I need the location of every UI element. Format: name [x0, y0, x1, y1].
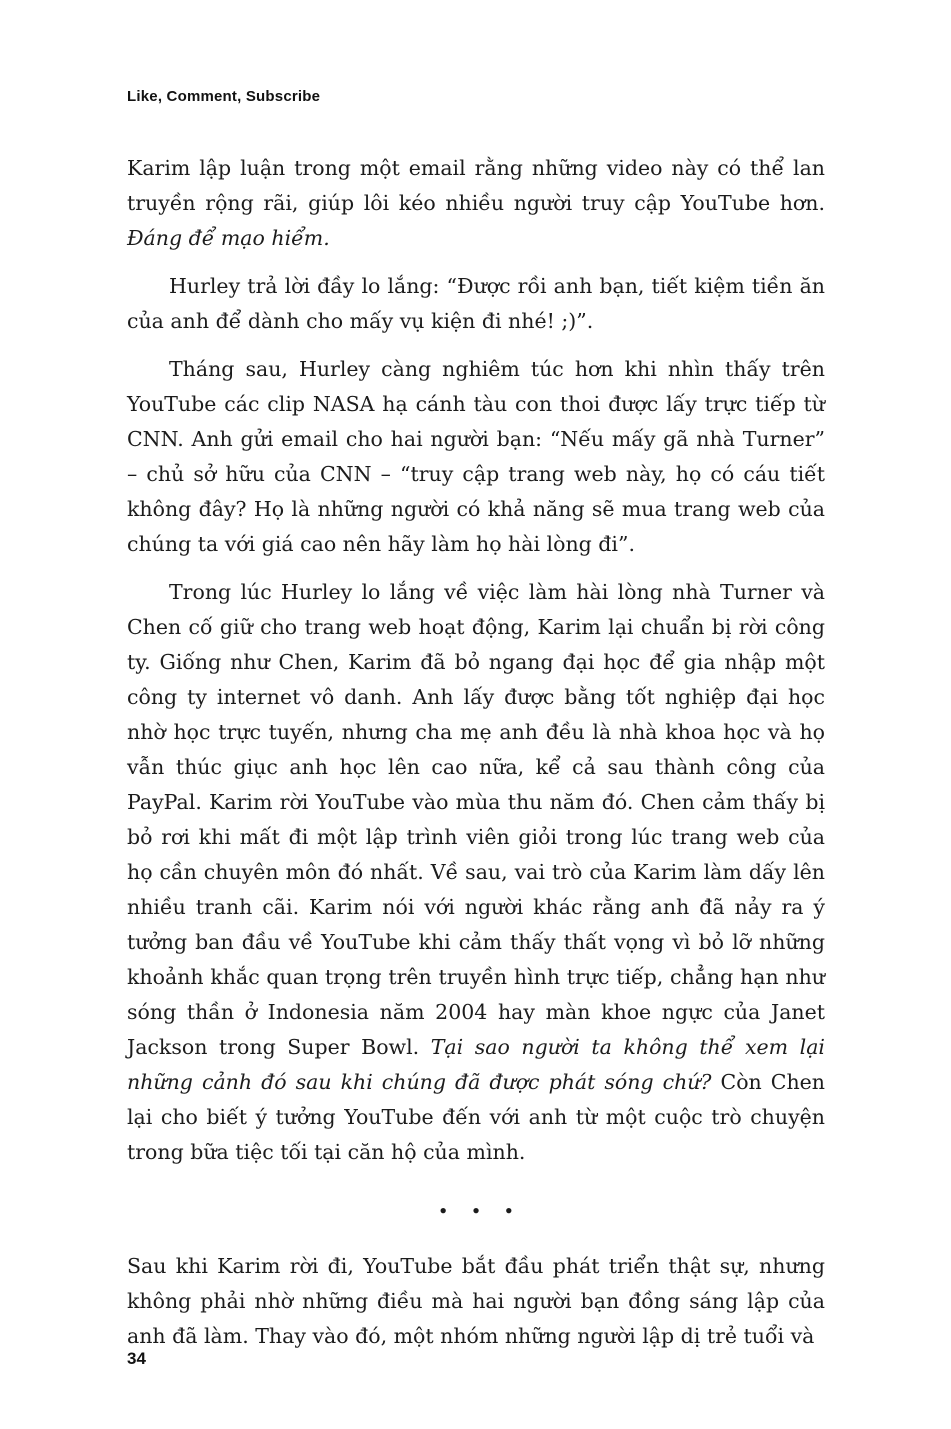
- paragraph-text-italic: Tại sao người ta không thể xem lại những cảnh đó sau khi chúng đã được phát sóng chứ?: [127, 1035, 825, 1094]
- paragraph: [127, 575, 825, 1170]
- paragraph-text: Còn Chen lại cho biết ý tưởng YouTube đến với anh từ một cuộc trò chuyện trong bữa tiệc tối tại căn hộ của mình.: [127, 1070, 825, 1164]
- section-separator: • • •: [438, 1202, 523, 1220]
- running-header: Like, Comment, Subscribe: [127, 88, 321, 105]
- page-number: 34: [127, 1349, 146, 1368]
- paragraph: [127, 151, 825, 256]
- paragraph: Hurley trả lời đầy lo lắng: “Được rồi anh bạn, tiết kiệm tiền ăn của anh để dành cho mấy vụ kiện đi nhé! ;)”.: [127, 274, 825, 333]
- paragraph-text-italic: Đáng để mạo hiểm.: [127, 226, 330, 250]
- paragraph-text: Karim lập luận trong một email rằng những video này có thể lan truyền rộng rãi, giúp lôi kéo nhiều người truy cập YouTube hơn.: [127, 156, 825, 215]
- paragraph-text: Trong lúc Hurley lo lắng về việc làm hài lòng nhà Turner và Chen cố giữ cho trang web hoạt động, Karim lại chuẩn bị rời công ty. Giống như Chen, Karim đã bỏ ngang đại học để gia nhập một công ty internet vô danh. Anh lấy được bằng tốt nghiệp đại học nhờ học trực tuyến, nhưng cha mẹ anh đều là nhà khoa học và họ vẫn thúc giục anh học lên cao nữa, kể cả sau thành công của PayPal. Karim rời YouTube vào mùa thu năm đó. Chen cảm thấy bị bỏ rơi khi mất đi một lập trình viên giỏi trong lúc trang web của họ cần chuyên môn đó nhất. Về sau, vai trò của Karim làm dấy lên nhiều tranh cãi. Karim nói với người khác rằng anh đã nảy ra ý tưởng ban đầu về YouTube khi cảm thấy thất vọng vì bỏ lỡ những khoảnh khắc quan trọng trên truyền hình trực tiếp, chẳng hạn như sóng thần ở Indonesia năm 2004 hay màn khoe ngực của Janet Jackson trong Super Bowl.: [127, 580, 825, 1059]
- body-text: [127, 151, 825, 1354]
- paragraph: Tháng sau, Hurley càng nghiêm túc hơn khi nhìn thấy trên YouTube các clip NASA hạ cánh tàu con thoi được lấy trực tiếp từ CNN. Anh gửi email cho hai người bạn: “Nếu mấy gã nhà Turner” – chủ sở hữu của CNN – “truy cập trang web này, họ có cáu tiết không đây? Họ là những người có khả năng sẽ mua trang web của chúng ta với giá cao nên hãy làm họ hài lòng đi”.: [127, 357, 825, 556]
- paragraph: Sau khi Karim rời đi, YouTube bắt đầu phát triển thật sự, nhưng không phải nhờ những điều mà hai người bạn đồng sáng lập của anh đã làm. Thay vào đó, một nhóm những người lập dị trẻ tuổi và: [127, 1254, 825, 1348]
